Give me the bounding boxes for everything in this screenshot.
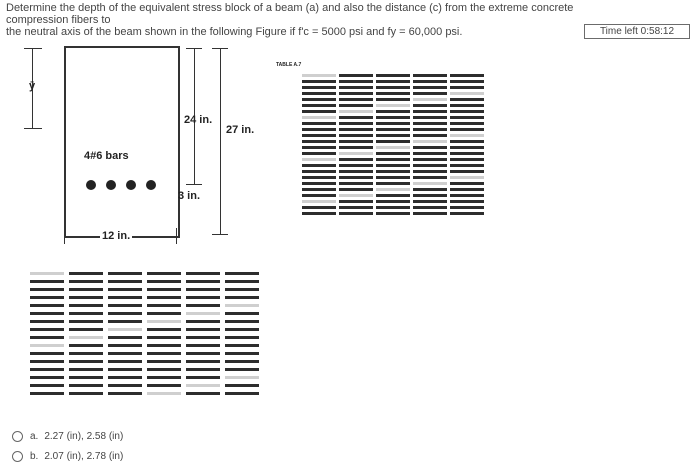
table-cell <box>108 384 142 387</box>
table-cell <box>376 140 410 143</box>
table-cell <box>376 200 410 203</box>
table-cell <box>186 288 220 291</box>
table-cell <box>302 194 336 197</box>
table-cell <box>69 272 103 275</box>
dim-27-tick-top <box>212 48 228 49</box>
table-cell <box>376 122 410 125</box>
table-cell <box>108 320 142 323</box>
table-cell <box>30 376 64 379</box>
table-cell <box>302 74 336 77</box>
table-cell <box>186 320 220 323</box>
table-cell <box>186 304 220 307</box>
table-cell <box>450 188 484 191</box>
table-cell <box>376 170 410 173</box>
table-cell <box>108 304 142 307</box>
table-cell <box>147 368 181 371</box>
table-cell <box>339 194 373 197</box>
table-cell <box>186 352 220 355</box>
table-cell <box>339 98 373 101</box>
table-cell <box>413 158 447 161</box>
table-cell <box>302 86 336 89</box>
table-cell <box>302 206 336 209</box>
table-cell <box>450 122 484 125</box>
table-cell <box>147 336 181 339</box>
table-cell <box>376 206 410 209</box>
table-cell <box>413 206 447 209</box>
table-cell <box>225 288 259 291</box>
bar-properties-table <box>28 270 264 406</box>
table-cell <box>147 312 181 315</box>
dim-3-label: 3 in. <box>178 190 201 202</box>
table-cell <box>69 368 103 371</box>
table-cell <box>225 280 259 283</box>
table-cell <box>186 296 220 299</box>
table-cell <box>30 304 64 307</box>
table-cell <box>147 296 181 299</box>
table-cell <box>376 182 410 185</box>
table-cell <box>450 140 484 143</box>
table-cell <box>413 98 447 101</box>
table-cell <box>376 128 410 131</box>
table-cell <box>302 140 336 143</box>
table-cell <box>186 336 220 339</box>
table-cell <box>302 134 336 137</box>
table-cell <box>413 110 447 113</box>
table-cell <box>186 312 220 315</box>
table-cell <box>30 272 64 275</box>
table-cell <box>376 158 410 161</box>
table-cell <box>69 352 103 355</box>
table-cell <box>450 98 484 101</box>
table-cell <box>186 272 220 275</box>
table-cell <box>30 392 64 395</box>
table-a7 <box>258 62 516 240</box>
table-cell <box>376 164 410 167</box>
table-a7-title: TABLE A.7 <box>276 62 302 68</box>
table-cell <box>225 392 259 395</box>
table-cell <box>376 98 410 101</box>
table-cell <box>302 188 336 191</box>
table-cell <box>147 360 181 363</box>
y-dimension-tick-bottom <box>24 128 42 129</box>
table-cell <box>339 122 373 125</box>
table-cell <box>339 158 373 161</box>
table-cell <box>413 128 447 131</box>
table-cell <box>30 360 64 363</box>
table-cell <box>339 140 373 143</box>
table-cell <box>186 360 220 363</box>
table-cell <box>186 384 220 387</box>
table-cell <box>376 92 410 95</box>
table-cell <box>450 128 484 131</box>
table-cell <box>413 182 447 185</box>
table-cell <box>186 328 220 331</box>
table-cell <box>450 116 484 119</box>
table-cell <box>339 200 373 203</box>
table-cell <box>450 206 484 209</box>
table-cell <box>339 80 373 83</box>
table-cell <box>302 146 336 149</box>
table-cell <box>302 110 336 113</box>
table-cell <box>108 328 142 331</box>
table-cell <box>376 176 410 179</box>
table-cell <box>302 116 336 119</box>
dim-12-tick-left <box>64 228 65 244</box>
choice-a[interactable] <box>12 426 123 446</box>
dim-12-tick-right <box>176 228 177 244</box>
table-cell <box>339 86 373 89</box>
table-cell <box>376 74 410 77</box>
bars-label: 4#6 bars <box>84 150 129 162</box>
table-cell <box>339 152 373 155</box>
table-cell <box>30 328 64 331</box>
question-text <box>6 2 606 38</box>
table-cell <box>339 104 373 107</box>
table-cell <box>147 328 181 331</box>
table-cell <box>69 384 103 387</box>
table-cell <box>302 182 336 185</box>
dim-12-label: 12 in. <box>102 230 131 242</box>
table-cell <box>376 110 410 113</box>
table-cell <box>30 296 64 299</box>
table-cell <box>450 152 484 155</box>
rebar-dot <box>106 180 116 190</box>
table-cell <box>413 146 447 149</box>
table-cell <box>69 344 103 347</box>
table-cell <box>376 188 410 191</box>
table-cell <box>450 194 484 197</box>
table-cell <box>108 344 142 347</box>
table-cell <box>376 104 410 107</box>
table-cell <box>69 376 103 379</box>
table-cell <box>30 280 64 283</box>
table-cell <box>147 288 181 291</box>
table-cell <box>302 158 336 161</box>
table-cell <box>69 312 103 315</box>
table-cell <box>225 312 259 315</box>
table-cell <box>30 320 64 323</box>
table-cell <box>339 188 373 191</box>
table-cell <box>302 152 336 155</box>
table-cell <box>450 170 484 173</box>
table-cell <box>108 312 142 315</box>
table-cell <box>450 182 484 185</box>
table-cell <box>225 296 259 299</box>
table-cell <box>30 368 64 371</box>
dim-24-label: 24 in. <box>184 114 213 126</box>
table-cell <box>30 312 64 315</box>
table-cell <box>30 288 64 291</box>
table-cell <box>302 128 336 131</box>
table-cell <box>225 368 259 371</box>
table-cell <box>108 392 142 395</box>
table-cell <box>413 122 447 125</box>
table-cell <box>69 320 103 323</box>
radio-a[interactable] <box>12 431 23 442</box>
dim-27-label: 27 in. <box>226 124 255 136</box>
table-cell <box>413 194 447 197</box>
table-cell <box>376 152 410 155</box>
rebar-dot <box>146 180 156 190</box>
table-cell <box>225 328 259 331</box>
table-cell <box>147 320 181 323</box>
table-cell <box>30 344 64 347</box>
table-cell <box>450 80 484 83</box>
table-cell <box>186 344 220 347</box>
table-cell <box>413 200 447 203</box>
table-cell <box>376 212 410 215</box>
question-line-1: Determine the depth of the equivalent stress block of a beam (a) and also the distance (c) from the extreme concrete compression fibers to <box>6 2 574 26</box>
table-cell <box>225 272 259 275</box>
table-cell <box>69 336 103 339</box>
table-cell <box>147 352 181 355</box>
table-cell <box>108 280 142 283</box>
table-cell <box>413 164 447 167</box>
table-cell <box>339 176 373 179</box>
table-cell <box>413 188 447 191</box>
table-cell <box>413 104 447 107</box>
table-cell <box>147 280 181 283</box>
table-cell <box>450 104 484 107</box>
table-cell <box>302 164 336 167</box>
table-cell <box>376 146 410 149</box>
table-cell <box>69 360 103 363</box>
table-cell <box>450 212 484 215</box>
question-line-2: the neutral axis of the beam shown in the following Figure if f'c = 5000 psi and fy = 60,000 psi. <box>6 26 463 38</box>
table-cell <box>376 86 410 89</box>
table-cell <box>376 134 410 137</box>
table-cell <box>413 86 447 89</box>
table-cell <box>225 304 259 307</box>
beam-section <box>64 46 180 238</box>
table-cell <box>450 158 484 161</box>
table-cell <box>225 352 259 355</box>
table-cell <box>450 92 484 95</box>
y-dimension-tick-top <box>24 48 42 49</box>
table-cell <box>69 328 103 331</box>
table-cell <box>30 336 64 339</box>
table-cell <box>108 368 142 371</box>
answer-choices <box>12 426 123 466</box>
table-cell <box>413 176 447 179</box>
table-cell <box>108 336 142 339</box>
table-cell <box>147 392 181 395</box>
table-cell <box>225 360 259 363</box>
table-cell <box>413 116 447 119</box>
table-cell <box>302 98 336 101</box>
rebar-dot <box>126 180 136 190</box>
choice-a-letter: a. <box>30 430 39 442</box>
table-cell <box>339 128 373 131</box>
table-cell <box>30 384 64 387</box>
table-cell <box>339 164 373 167</box>
table-cell <box>376 80 410 83</box>
table-cell <box>108 272 142 275</box>
table-cell <box>302 80 336 83</box>
table-cell <box>302 122 336 125</box>
y-bar-label: ȳ <box>29 80 36 92</box>
table-cell <box>147 376 181 379</box>
table-cell <box>108 360 142 363</box>
table-cell <box>339 170 373 173</box>
table-cell <box>339 74 373 77</box>
table-cell <box>225 344 259 347</box>
table-cell <box>302 176 336 179</box>
rebar-dot <box>86 180 96 190</box>
table-cell <box>413 134 447 137</box>
table-cell <box>413 140 447 143</box>
table-cell <box>186 392 220 395</box>
table-cell <box>147 304 181 307</box>
table-cell <box>339 182 373 185</box>
table-cell <box>30 352 64 355</box>
table-cell <box>186 368 220 371</box>
table-cell <box>108 352 142 355</box>
table-cell <box>147 272 181 275</box>
table-cell <box>302 104 336 107</box>
table-cell <box>302 200 336 203</box>
table-cell <box>376 194 410 197</box>
table-cell <box>450 200 484 203</box>
table-cell <box>413 80 447 83</box>
table-cell <box>339 116 373 119</box>
table-cell <box>413 170 447 173</box>
table-cell <box>413 92 447 95</box>
table-cell <box>108 376 142 379</box>
radio-b[interactable] <box>12 451 23 462</box>
table-cell <box>302 170 336 173</box>
table-cell <box>225 384 259 387</box>
table-cell <box>450 134 484 137</box>
table-cell <box>450 164 484 167</box>
table-cell <box>450 176 484 179</box>
table-cell <box>225 320 259 323</box>
table-cell <box>302 212 336 215</box>
table-cell <box>450 86 484 89</box>
table-cell <box>450 74 484 77</box>
table-cell <box>225 376 259 379</box>
table-cell <box>69 296 103 299</box>
table-cell <box>413 74 447 77</box>
table-cell <box>413 212 447 215</box>
table-cell <box>69 392 103 395</box>
table-cell <box>69 288 103 291</box>
table-cell <box>339 92 373 95</box>
table-cell <box>413 152 447 155</box>
dim-24-tick-bottom <box>186 184 202 185</box>
choice-b-text: 2.07 (in), 2.78 (in) <box>44 450 124 462</box>
table-cell <box>186 280 220 283</box>
table-cell <box>339 134 373 137</box>
dim-27-tick-bottom <box>212 234 228 235</box>
table-cell <box>69 304 103 307</box>
table-cell <box>108 296 142 299</box>
choice-b-letter: b. <box>30 450 39 462</box>
choice-a-text: 2.27 (in), 2.58 (in) <box>44 430 124 442</box>
table-cell <box>302 92 336 95</box>
table-cell <box>225 336 259 339</box>
table-cell <box>108 288 142 291</box>
table-cell <box>376 116 410 119</box>
dim-27-line <box>220 48 221 234</box>
time-left-badge: Time left 0:58:12 <box>584 24 690 39</box>
table-cell <box>186 376 220 379</box>
table-cell <box>69 280 103 283</box>
table-cell <box>147 384 181 387</box>
table-cell <box>339 146 373 149</box>
table-cell <box>339 212 373 215</box>
table-cell <box>339 206 373 209</box>
table-cell <box>147 344 181 347</box>
dim-24-tick-top <box>186 48 202 49</box>
table-cell <box>450 146 484 149</box>
choice-b[interactable] <box>12 446 123 466</box>
table-cell <box>339 110 373 113</box>
table-cell <box>450 110 484 113</box>
question-figure <box>22 44 688 456</box>
